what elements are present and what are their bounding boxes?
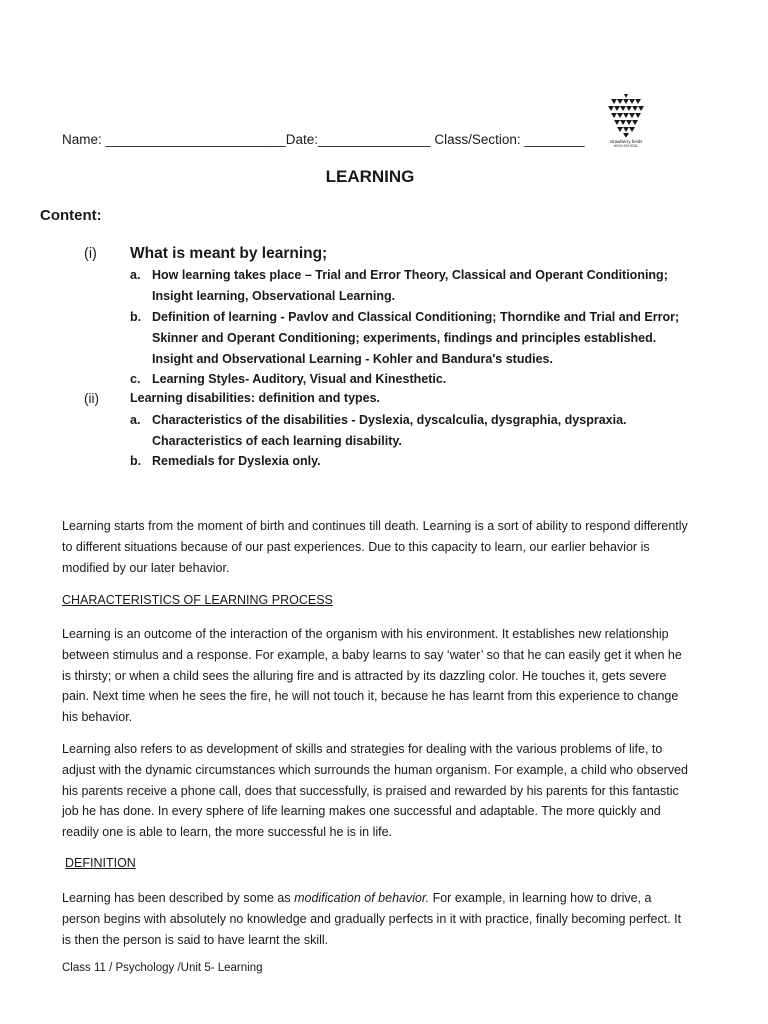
list-item-letter: a. [130, 268, 141, 282]
logo-grape-shape [635, 113, 641, 118]
list-item: Remedials for Dyslexia only. [152, 454, 321, 468]
logo-grape-shape [617, 99, 623, 104]
list-item: Learning Styles- Auditory, Visual and Kinesthetic. [152, 372, 447, 386]
list-item-letter: c. [130, 372, 141, 386]
intro-paragraph: Learning starts from the moment of birth and continues till death. Learning is a sort of ability to respond differently to different situations because of our past experiences. Due to this capacity to learn, our earlier behavior is modified by our later behavior. [62, 519, 688, 575]
list-item: How learning takes place – Trial and Error Theory, Classical and Operant Conditioning; Insight learning, Observational Learning. [152, 268, 668, 303]
section-title: Learning disabilities: definition and types. [130, 391, 381, 405]
body-paragraph: Learning is an outcome of the interaction of the organism with his environment. It establishes new relationship between stimulus and a response. For example, a baby learns to say ‘water’ so that he can easily get it when he is thirsty; or when a child sees the alluring fire and is attracted by its dazzling color. He touches it, gets severe pain. Next time when he sees the fire, he will not touch it, because he has learnt from this experience to change his behavior. [62, 627, 682, 725]
page-footer: Class 11 / Psychology /Unit 5- Learning [62, 962, 263, 974]
logo-grape-shape [611, 113, 617, 118]
logo-grape-shape [629, 127, 635, 132]
section-number: (ii) [84, 391, 99, 406]
section-title: What is meant by learning; [130, 245, 328, 262]
logo-grape-shape [632, 120, 638, 125]
definition-text: For example, in learning how to drive, a person begins with absolutely no knowledge and gradually perfects in it with practice, finally becoming perfect. It is then the person is said to have learnt the skill. [62, 891, 682, 947]
logo-grape-shape [623, 133, 629, 137]
list-item-letter: a. [130, 413, 141, 427]
logo-grape-shape [635, 99, 641, 104]
logo-grape-shape [617, 127, 623, 132]
definition-paragraph [62, 888, 692, 950]
logo-grape-shape [620, 120, 626, 125]
logo-grape-shape [614, 120, 620, 125]
logo-grape-shape [623, 99, 629, 104]
grape-cluster-logo-icon [600, 93, 652, 137]
school-logo [600, 93, 652, 151]
logo-grape-shape [617, 113, 623, 118]
page-title: LEARNING [325, 167, 415, 186]
list-item: Characteristics of the disabilities - Dyslexia, dyscalculia, dysgraphia, dyspraxia. Characteristics of each learning disability. [152, 413, 627, 448]
logo-grape-shape [611, 99, 617, 104]
logo-grape-shape [626, 120, 632, 125]
section-heading: CHARACTERISTICS OF LEARNING PROCESS [62, 593, 333, 607]
logo-grape-shape [608, 106, 614, 111]
list-item-letter: b. [130, 454, 142, 468]
logo-line2: HIGH SCHOOL [613, 144, 639, 148]
content-label: Content: [40, 207, 102, 224]
logo-grape-shape [614, 106, 620, 111]
definition-emphasis: modification of behavior. [294, 891, 430, 905]
logo-grape-shape [632, 106, 638, 111]
logo-grape-shape [626, 106, 632, 111]
definition-text: Learning has been described by some as [62, 891, 295, 905]
logo-grape-shape [623, 113, 629, 118]
section-number: (i) [84, 246, 97, 262]
list-item: Definition of learning - Pavlov and Classical Conditioning; Thorndike and Trial and Error; Skinner and Operant Conditioning; experiments, findings and principles established. Insight and Observational Learning - Kohler and Bandura's studies. [152, 310, 680, 366]
section-heading: DEFINITION [65, 856, 136, 870]
logo-grape-shape [638, 106, 644, 111]
list-item-letter: b. [130, 310, 142, 324]
logo-stem [624, 94, 628, 98]
name-date-class-line: Name: ________________________Date:_______________ Class/Section: ________ [62, 132, 585, 147]
logo-grape-shape [629, 113, 635, 118]
logo-grape-shape [623, 127, 629, 132]
logo-line1: strawberry fields [609, 139, 643, 144]
body-paragraph: Learning also refers to as development of skills and strategies for dealing with the various problems of life, to adjust with the dynamic circumstances which surrounds the human organism. For example, a child who observed his parents receive a phone call, does that successfully, is praised and rewarded by his parents for this fantastic job he has done. In every sphere of life learning makes one successful and adaptable. The more quickly and readily one is able to learn, the more successful he is in life. [62, 742, 688, 840]
logo-grape-shape [629, 99, 635, 104]
logo-grape-shape [620, 106, 626, 111]
